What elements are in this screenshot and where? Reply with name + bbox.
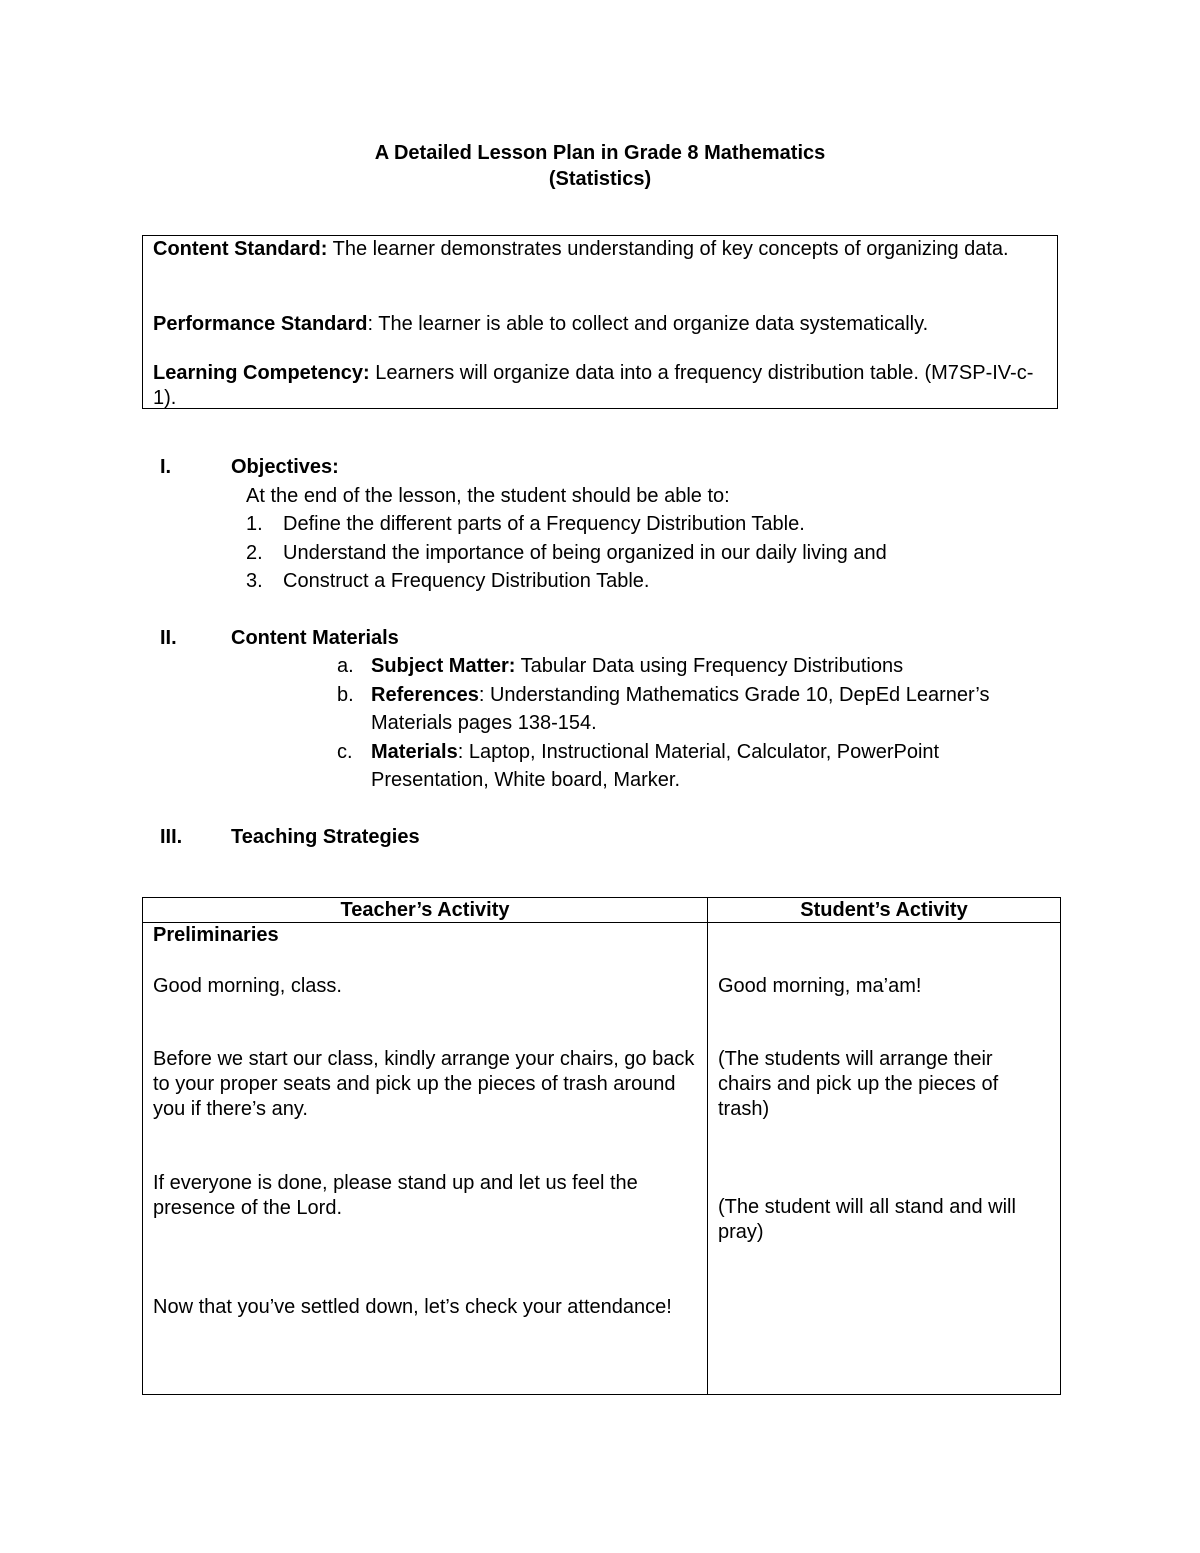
teaching-strategies-heading: Teaching Strategies xyxy=(231,826,420,848)
material-text: : Laptop, Instructional Material, Calculator, PowerPoint xyxy=(457,741,940,763)
student-activity-cell xyxy=(708,923,1061,1395)
material-label: References xyxy=(371,684,479,706)
objectives-heading: Objectives: xyxy=(231,456,339,478)
teacher-activity-header: Teacher’s Activity xyxy=(143,898,708,923)
material-letter: b. xyxy=(337,684,354,706)
material-item xyxy=(371,738,939,766)
material-letter: a. xyxy=(337,655,354,677)
learning-competency-text: Learners will organize data into a frequency distribution table. (M7SP-IV-c-1). xyxy=(153,362,1034,409)
material-text-continued: Materials pages 138-154. xyxy=(371,712,597,734)
performance-standard xyxy=(153,312,1043,337)
material-label: Materials xyxy=(371,741,458,763)
objectives-intro: At the end of the lesson, the student should be able to: xyxy=(246,485,730,507)
performance-standard-label: Performance Standard xyxy=(153,313,368,335)
teacher-arrange-instruction: Before we start our class, kindly arrange your chairs, go back to your proper seats and pick up the pieces of trash around you if there’s any. xyxy=(153,1048,695,1120)
teacher-prayer-instruction: If everyone is done, please stand up and let us feel the presence of the Lord. xyxy=(153,1172,638,1219)
standards-box xyxy=(142,235,1058,409)
material-item xyxy=(371,652,903,680)
objective-number: 1. xyxy=(246,513,263,535)
material-text-continued: Presentation, White board, Marker. xyxy=(371,769,681,791)
material-text: : Understanding Mathematics Grade 10, DepEd Learner’s xyxy=(478,684,990,706)
student-greeting: Good morning, ma’am! xyxy=(718,975,922,997)
objective-number: 3. xyxy=(246,570,263,592)
objective-item: Construct a Frequency Distribution Table. xyxy=(283,570,650,592)
material-item xyxy=(371,681,990,709)
table-row xyxy=(143,923,1061,1395)
teacher-greeting: Good morning, class. xyxy=(153,975,342,997)
teaching-strategies-numeral: III. xyxy=(160,826,183,848)
performance-standard-text: : The learner is able to collect and organize data systematically. xyxy=(367,313,929,335)
objective-item: Define the different parts of a Frequency Distribution Table. xyxy=(283,513,805,535)
learning-competency-label: Learning Competency: xyxy=(153,362,370,384)
material-text: Tabular Data using Frequency Distributions xyxy=(515,655,904,677)
title-line-1: A Detailed Lesson Plan in Grade 8 Mathematics xyxy=(374,142,826,164)
student-prayer-response: (The student will all stand and will pray) xyxy=(718,1196,1016,1243)
material-letter: c. xyxy=(337,741,353,763)
table-header-row xyxy=(143,898,1061,923)
learning-competency xyxy=(153,361,1043,411)
content-standard xyxy=(153,237,1043,262)
content-standard-label: Content Standard: xyxy=(153,238,328,260)
teacher-attendance-instruction: Now that you’ve settled down, let’s check your attendance! xyxy=(153,1296,672,1318)
objective-number: 2. xyxy=(246,542,263,564)
student-arrange-response: (The students will arrange their chairs and pick up the pieces of trash) xyxy=(718,1048,999,1120)
student-activity-header: Student’s Activity xyxy=(708,898,1061,923)
objectives-numeral: I. xyxy=(160,456,172,478)
preliminaries-heading: Preliminaries xyxy=(153,924,279,946)
content-materials-heading: Content Materials xyxy=(231,627,399,649)
content-standard-text: The learner demonstrates understanding of key concepts of organizing data. xyxy=(327,238,1009,260)
teacher-activity-cell xyxy=(143,923,708,1395)
activity-table xyxy=(142,897,1061,1395)
material-label: Subject Matter: xyxy=(371,655,516,677)
content-materials-numeral: II. xyxy=(160,627,177,649)
title-line-2: (Statistics) xyxy=(548,168,652,190)
objective-item: Understand the importance of being organized in our daily living and xyxy=(283,542,887,564)
